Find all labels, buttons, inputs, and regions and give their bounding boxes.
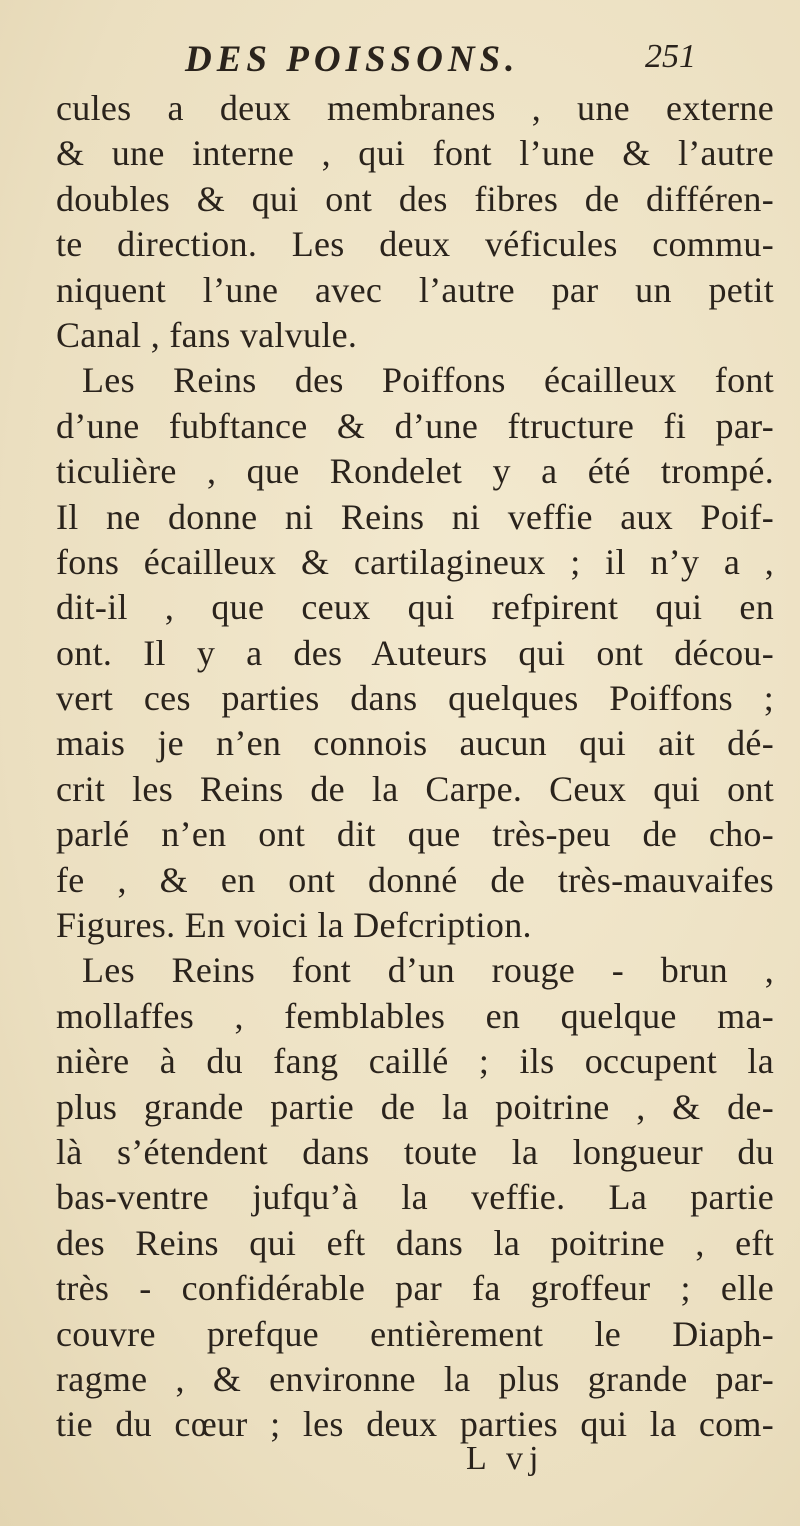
text-line: ticulière , que Rondelet y a été trompé.: [56, 451, 774, 492]
text-line: Les Reins des Poiffons écailleux font: [82, 360, 774, 401]
text-line: couvre prefque entièrement le Diaph-: [56, 1313, 774, 1354]
text-line: Figures. En voici la Defcription.: [56, 905, 532, 946]
text-line: niquent l’une avec l’autre par un petit: [56, 269, 774, 310]
text-line: dit-il , que ceux qui refpirent qui en: [56, 587, 774, 628]
text-line: parlé n’en ont dit que très-peu de cho-: [56, 814, 774, 855]
text-line: doubles & qui ont des fibres de différen-: [56, 178, 774, 219]
text-line: là s’étendent dans toute la longueur du: [56, 1131, 774, 1172]
text-line: Canal , fans valvule.: [56, 314, 358, 355]
running-title: DES POISSONS.: [185, 39, 520, 80]
page-number: 251: [645, 38, 696, 75]
text-line: vert ces parties dans quelques Poiffons ;: [56, 678, 774, 719]
text-line: & une interne , qui font l’une & l’autre: [56, 133, 774, 174]
text-line: fons écailleux & cartilagineux ; il n’y a ,: [56, 541, 774, 582]
text-line: plus grande partie de la poitrine , & de-: [56, 1086, 774, 1127]
signature-mark: L vj: [466, 1440, 545, 1477]
text-line: te direction. Les deux véficules commu-: [56, 224, 774, 265]
text-line: ont. Il y a des Auteurs qui ont décou-: [56, 632, 774, 673]
body-text: [56, 86, 774, 1448]
running-head: [60, 38, 760, 88]
text-line: des Reins qui eft dans la poitrine , eft: [56, 1222, 774, 1263]
text-line: d’une fubftance & d’une ftructure fi par-: [56, 405, 774, 446]
text-line: Les Reins font d’un rouge - brun ,: [82, 950, 774, 991]
text-line: nière à du fang caillé ; ils occupent la: [56, 1041, 774, 1082]
text-line: fe , & en ont donné de très-mauvaifes: [56, 859, 774, 900]
text-line: mais je n’en connois aucun qui ait dé-: [56, 723, 774, 764]
text-line: très - confidérable par fa groffeur ; elle: [56, 1268, 774, 1309]
text-line: cules a deux membranes , une externe: [56, 88, 774, 128]
text-line: Il ne donne ni Reins ni veffie aux Poif-: [56, 496, 774, 537]
text-line: ragme , & environne la plus grande par-: [56, 1358, 774, 1399]
text-line: tie du cœur ; les deux parties qui la com-: [56, 1404, 774, 1445]
text-line: bas-ventre jufqu’à la veffie. La partie: [56, 1177, 774, 1218]
text-line: crit les Reins de la Carpe. Ceux qui ont: [56, 768, 774, 809]
text-line: mollaffes , femblables en quelque ma-: [56, 995, 774, 1036]
